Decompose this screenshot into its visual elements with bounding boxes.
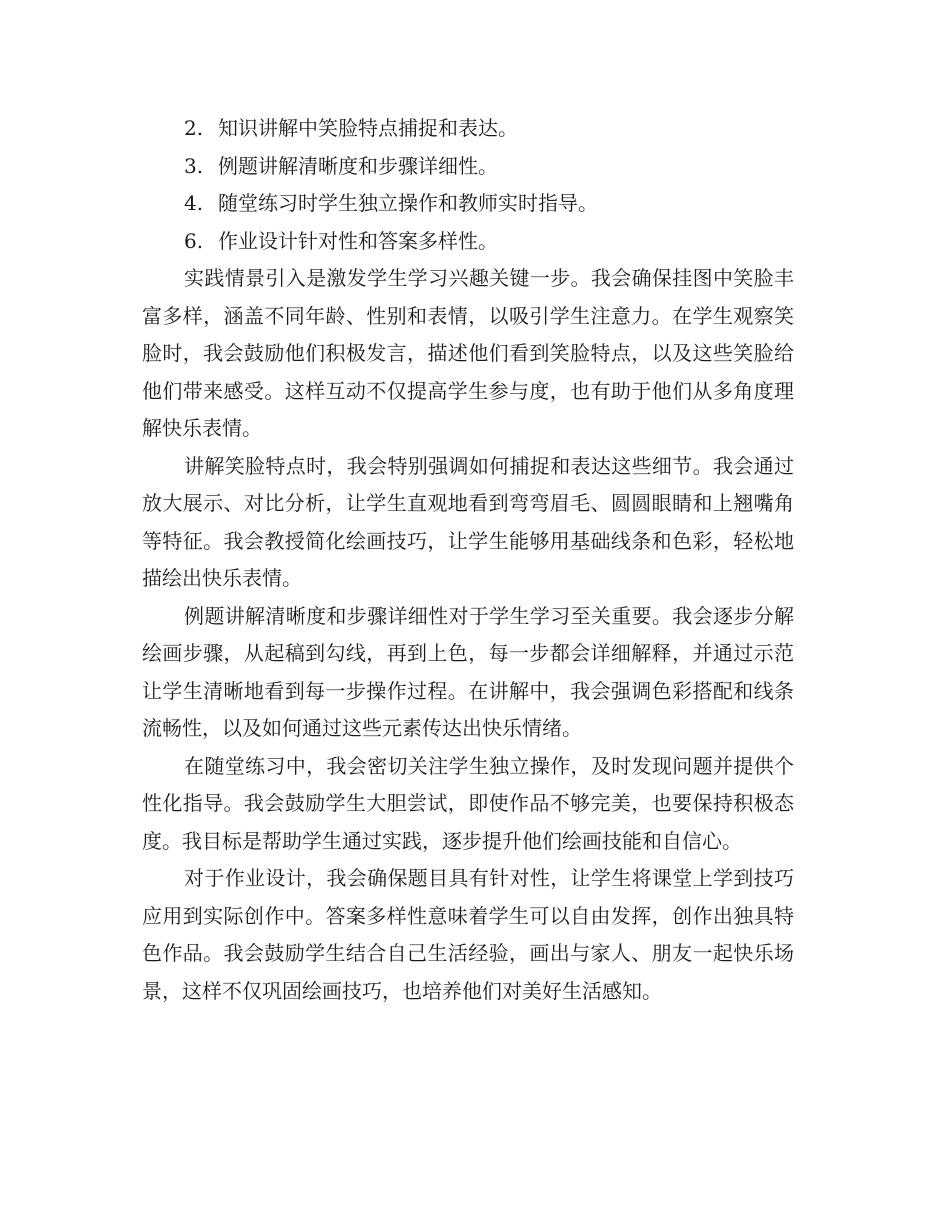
document-body [142,110,794,1010]
list-item-text: 知识讲解中笑脸特点捕捉和表达。 [218,116,518,140]
list-item-text: 随堂练习时学生独立操作和教师实时指导。 [218,191,598,215]
paragraph-example-steps: 例题讲解清晰度和步骤详细性对于学生学习至关重要。我会逐步分解绘画步骤，从起稿到勾线，再到上色，每一步都会详细解释，并通过示范让学生清晰地看到每一步操作过程。在讲解中，我会强调色彩搭配和线条流畅性，以及如何通过这些元素传达出快乐情绪。 [142,603,794,740]
list-item [142,223,794,261]
paragraph-homework-design: 对于作业设计，我会确保题目具有针对性，让学生将课堂上学到技巧应用到实际创作中。答案多样性意味着学生可以自由发挥，创作出独具特色作品。我会鼓励学生结合自己生活经验，画出与家人、朋友一起快乐场景，这样不仅巩固绘画技巧，也培养他们对美好生活感知。 [142,866,794,1003]
list-item-number: 6. [184,228,204,253]
list-item-number: 2. [184,116,204,140]
list-item [142,110,794,148]
list-item-text: 作业设计针对性和答案多样性。 [218,228,498,253]
paragraph-scene-intro: 实践情景引入是激发学生学习兴趣关键一步。我会确保挂图中笑脸丰富多样，涵盖不同年龄、性别和表情，以吸引学生注意力。在学生观察笑脸时，我会鼓励他们积极发言，描述他们看到笑脸特点，以及这些笑脸给他们带来感受。这样互动不仅提高学生参与度，也有助于他们从多角度理解快乐表情。 [142,266,794,440]
list-item-text: 例题讲解清晰度和步骤详细性。 [218,153,498,178]
paragraph-smile-features: 讲解笑脸特点时，我会特别强调如何捕捉和表达这些细节。我会通过放大展示、对比分析，让学生直观地看到弯弯眉毛、圆圆眼睛和上翘嘴角等特征。我会教授简化绘画技巧，让学生能够用基础线条和色彩，轻松地描绘出快乐表情。 [142,453,794,590]
list-item [142,148,794,186]
list-item-number: 3. [184,153,204,178]
list-item [142,185,794,223]
list-item-number: 4. [184,191,204,215]
paragraph-class-practice: 在随堂练习中，我会密切关注学生独立操作，及时发现问题并提供个性化指导。我会鼓励学生大胆尝试，即使作品不够完美，也要保持积极态度。我目标是帮助学生通过实践，逐步提升他们绘画技能和自信心。 [142,753,794,853]
